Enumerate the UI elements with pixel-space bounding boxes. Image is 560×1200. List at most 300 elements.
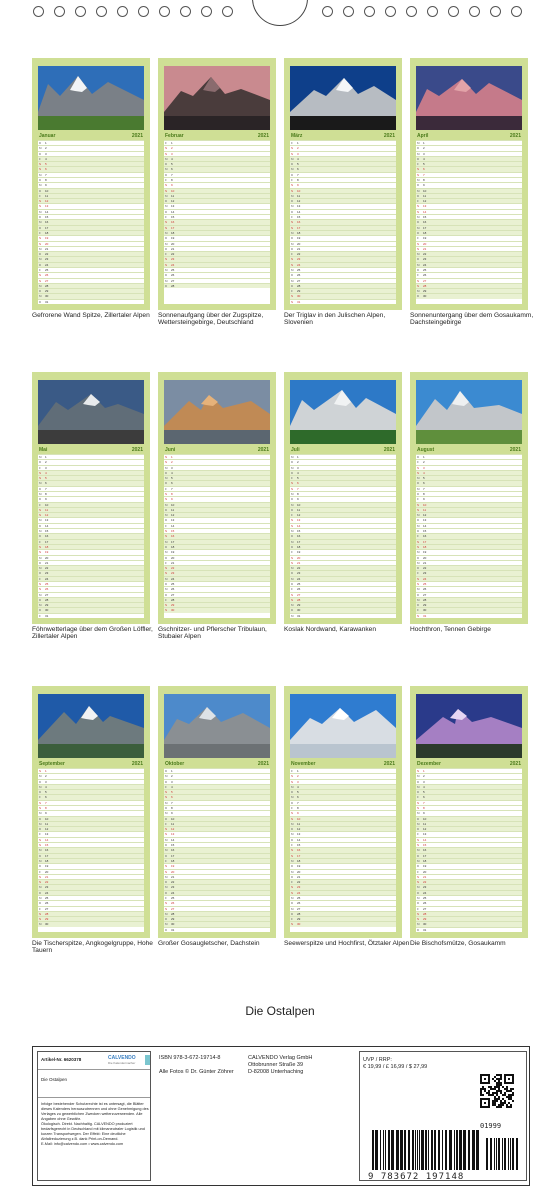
weekday-letter: S [165,455,168,459]
month-name: Juli [291,447,300,453]
day-number: 29 [423,289,427,294]
day-list [290,768,396,932]
weekday-letter: M [165,167,168,172]
day-number: 26 [297,901,301,906]
weekday-letter: M [417,523,420,528]
day-number: 1 [171,141,173,145]
day-number: 23 [45,257,49,262]
day-number: 24 [423,262,427,267]
day-number: 19 [423,236,427,241]
day-number: 20 [45,555,49,560]
weekday-letter: S [417,911,420,916]
weekday-letter: F [39,502,41,507]
publisher-city: D-82008 Unterhaching [248,1069,304,1075]
day-number: 20 [423,869,427,874]
weekday-letter: D [417,492,420,497]
weekday-letter: M [39,555,42,560]
day-number: 18 [423,858,427,863]
day-number: 3 [45,151,47,156]
month-header [416,760,522,768]
day-number: 27 [171,592,175,597]
weekday-letter: M [39,784,42,789]
weekday-letter: D [417,927,420,932]
weekday-letter: S [39,273,42,278]
day-number: 25 [45,267,49,272]
weekday-letter: D [417,481,420,486]
day-number: 31 [297,299,301,304]
weekday-letter: D [291,246,294,251]
day-number: 12 [423,513,427,518]
day-number: 17 [171,225,175,230]
weekday-letter: M [165,874,168,879]
weekday-letter: M [39,209,42,214]
month-photo [290,694,396,758]
day-row [38,299,144,304]
day-number: 30 [297,608,301,613]
weekday-letter: D [417,230,420,235]
day-number: 2 [171,146,173,151]
day-number: 17 [45,225,49,230]
day-number: 31 [423,927,427,932]
weekday-letter: D [165,917,168,922]
day-number: 7 [171,486,173,491]
legal-text [41,1102,149,1147]
weekday-letter: S [291,225,294,230]
month-photo [38,380,144,444]
weekday-letter: S [39,199,42,204]
day-number: 7 [297,800,299,805]
weekday-letter: S [291,299,294,304]
day-number: 4 [45,470,47,475]
day-number: 24 [45,262,49,267]
day-number: 13 [423,518,427,523]
day-number: 3 [45,779,47,784]
month-year: 2021 [257,133,269,139]
day-number: 27 [297,906,301,911]
day-number: 4 [171,156,173,161]
weekday-letter: S [165,497,168,502]
weekday-letter: M [417,486,420,491]
day-row [164,927,270,932]
day-number: 7 [423,486,425,491]
barcode-addon: 01999 [480,1122,502,1130]
month-header [164,132,270,140]
month-header [38,760,144,768]
weekday-letter: D [417,455,420,459]
weekday-letter: D [165,779,168,784]
day-number: 9 [423,497,425,502]
day-number: 26 [45,901,49,906]
day-number: 14 [297,523,301,528]
day-number: 6 [45,481,47,486]
binding-hole [490,6,501,17]
weekday-letter: D [417,555,420,560]
weekday-letter: F [417,497,419,502]
weekday-letter: F [165,784,167,789]
day-number: 5 [45,476,47,481]
weekday-letter: M [291,784,294,789]
day-number: 5 [171,476,173,481]
weekday-letter: D [165,544,168,549]
day-number: 13 [171,204,175,209]
binding-hole [511,6,522,17]
month-name: Dezember [417,761,441,767]
weekday-letter: D [417,220,420,225]
weekday-letter: D [165,236,168,241]
day-number: 19 [171,550,175,555]
day-number: 9 [171,811,173,816]
imprint-box [32,1046,530,1186]
weekday-letter: F [417,534,419,539]
day-number: 7 [45,800,47,805]
weekday-letter: F [165,178,167,183]
weekday-letter: S [291,811,294,816]
weekday-letter: D [165,927,168,932]
weekday-letter: D [165,581,168,586]
day-number: 4 [423,784,425,789]
weekday-letter: M [39,183,42,188]
day-number: 12 [297,513,301,518]
weekday-letter: D [291,162,294,167]
day-number: 24 [171,576,175,581]
day-number: 16 [297,220,301,225]
day-number: 12 [45,827,49,832]
day-number: 29 [45,917,49,922]
day-number: 6 [297,481,299,486]
weekday-letter: S [291,592,294,597]
weekday-letter: M [417,225,420,230]
publisher-logo: CALVENDO [108,1055,136,1061]
day-list [164,454,270,618]
day-number: 18 [297,858,301,863]
month-name: Februar [165,133,184,139]
day-number: 30 [297,294,301,299]
weekday-letter: S [417,167,420,172]
weekday-letter: F [165,141,167,145]
day-number: 2 [297,146,299,151]
day-number: 16 [423,848,427,853]
day-number: 8 [423,178,425,183]
day-number: 14 [297,209,301,214]
day-number: 2 [297,774,299,779]
day-number: 21 [45,874,49,879]
day-number: 8 [297,492,299,497]
day-number: 10 [297,502,301,507]
weekday-letter: F [39,576,41,581]
weekday-letter: F [39,465,41,470]
weekday-letter: S [39,167,42,172]
weekday-letter: S [39,581,42,586]
day-number: 8 [423,492,425,497]
weekday-letter: F [39,193,41,198]
weekday-letter: M [291,230,294,235]
day-number: 7 [45,172,47,177]
day-number: 26 [297,587,301,592]
weekday-letter: D [417,183,420,188]
weekday-letter: M [165,811,168,816]
weekday-letter: D [417,779,420,784]
day-number: 21 [423,246,427,251]
month-name: Juni [165,447,176,453]
month-header [290,132,396,140]
weekday-letter: F [39,869,41,874]
weekday-letter: D [165,592,168,597]
binding-hole [180,6,191,17]
weekday-letter: M [291,267,294,272]
day-number: 18 [171,544,175,549]
weekday-letter: M [417,774,420,779]
weekday-letter: D [39,790,42,795]
weekday-letter: S [291,257,294,262]
weekday-letter: M [417,262,420,267]
day-number: 25 [297,895,301,900]
day-list [290,140,396,304]
weekday-letter: F [417,906,419,911]
day-number: 11 [45,507,49,512]
day-number: 29 [171,603,175,608]
weekday-letter: M [39,774,42,779]
weekday-letter: S [39,278,42,283]
month-year: 2021 [257,761,269,767]
day-number: 6 [171,167,173,172]
day-number: 2 [171,774,173,779]
weekday-letter: F [291,880,293,885]
divider [38,1069,150,1070]
weekday-letter: D [39,299,42,304]
binding-hole [75,6,86,17]
weekday-letter: M [291,576,294,581]
day-number: 21 [45,560,49,565]
day-number: 17 [297,225,301,230]
day-number: 9 [171,497,173,502]
photo-caption: Der Triglav in den Julischen Alpen, Slovenien [284,312,386,327]
publisher-address [248,1055,312,1076]
day-number: 6 [45,795,47,800]
weekday-letter: D [165,199,168,204]
weekday-letter: S [417,278,420,283]
weekday-letter: F [39,230,41,235]
day-number: 15 [297,529,301,534]
weekday-letter: M [417,848,420,853]
day-number: 25 [171,267,175,272]
weekday-letter: F [291,769,293,773]
photo-caption: Sonnenaufgang über der Zugspitze, Wettersteingebirge, Deutschland [158,312,264,327]
weekday-letter: S [417,613,420,618]
weekday-letter: S [417,806,420,811]
weekday-letter: F [165,486,167,491]
day-number: 31 [45,613,49,618]
weekday-letter: M [165,848,168,853]
day-number: 3 [423,465,425,470]
day-number: 7 [171,800,173,805]
weekday-letter: S [165,864,168,869]
weekday-letter: M [417,289,420,294]
day-number: 5 [423,162,425,167]
day-number: 29 [45,289,49,294]
day-row [290,921,396,926]
photo-caption: Die Tischerspitze, Angkogelgruppe, Hohe Tauern [32,940,153,955]
weekday-letter: S [39,874,42,879]
weekday-letter: F [417,236,419,241]
day-number: 2 [423,774,425,779]
weekday-letter: M [417,151,420,156]
weekday-letter: S [39,162,42,167]
weekday-letter: D [417,146,420,151]
day-number: 6 [423,167,425,172]
binding-hole [138,6,149,17]
weekday-letter: D [417,267,420,272]
day-number: 10 [423,502,427,507]
day-number: 21 [45,246,49,251]
day-number: 22 [297,880,301,885]
weekday-letter: D [417,566,420,571]
day-number: 28 [423,597,427,602]
weekday-letter: M [39,492,42,497]
day-number: 1 [171,455,173,459]
day-number: 9 [423,183,425,188]
day-number: 16 [297,848,301,853]
weekday-letter: S [417,837,420,842]
day-number: 28 [171,283,175,288]
month-header [38,446,144,454]
price-info [363,1057,427,1071]
weekday-letter: M [39,858,42,863]
day-number: 31 [171,927,175,932]
day-number: 13 [171,832,175,837]
weekday-letter: S [417,246,420,251]
weekday-letter: F [291,917,293,922]
binding-hole [364,6,375,17]
publisher-name: CALVENDO Verlag GmbH [248,1055,313,1061]
day-number: 10 [171,816,175,821]
day-number: 4 [171,470,173,475]
month-year: 2021 [383,447,395,453]
weekday-letter: S [417,470,420,475]
weekday-letter: S [291,597,294,602]
weekday-letter: S [39,241,42,246]
month-name: Oktober [165,761,185,767]
weekday-letter: M [417,922,420,927]
photo-caption: Sonnenuntergang über dem Gosaukamm, Dachsteingebirge [410,312,534,327]
weekday-letter: M [417,513,420,518]
day-number: 18 [45,544,49,549]
day-number: 5 [423,476,425,481]
weekday-letter: F [165,560,167,565]
day-number: 22 [423,880,427,885]
weekday-letter: M [291,529,294,534]
binding-hole [322,6,333,17]
weekday-letter: S [291,262,294,267]
weekday-letter: M [291,455,294,459]
day-number: 25 [45,581,49,586]
day-number: 21 [171,560,175,565]
day-row [38,921,144,926]
day-number: 18 [423,230,427,235]
weekday-letter: F [291,252,293,257]
price-box [359,1051,527,1181]
weekday-letter: D [39,497,42,502]
weekday-letter: D [291,236,294,241]
weekday-letter: S [417,544,420,549]
day-number: 1 [297,769,299,773]
day-number: 7 [423,800,425,805]
day-number: 3 [423,779,425,784]
weekday-letter: M [291,193,294,198]
weekday-letter: S [417,576,420,581]
day-number: 30 [171,608,175,613]
day-number: 15 [423,215,427,220]
day-number: 25 [423,581,427,586]
weekday-letter: S [165,534,168,539]
weekday-letter: M [39,246,42,251]
weekday-letter: D [417,864,420,869]
day-number: 23 [171,885,175,890]
day-number: 2 [423,460,425,465]
day-number: 17 [171,539,175,544]
day-number: 10 [45,188,49,193]
weekday-letter: M [165,193,168,198]
weekday-letter: F [417,162,419,167]
weekday-letter: S [291,853,294,858]
publisher-logo-sub: Die Kalendermacher [108,1061,136,1065]
weekday-letter: D [165,769,168,773]
weekday-letter: S [39,513,42,518]
weekday-letter: S [291,518,294,523]
day-number: 29 [45,603,49,608]
weekday-letter: D [39,262,42,267]
weekday-letter: S [165,608,168,613]
day-number: 28 [45,911,49,916]
weekday-letter: S [165,183,168,188]
weekday-letter: S [165,188,168,193]
weekday-letter: S [291,146,294,151]
weekday-letter: D [291,864,294,869]
weekday-letter: S [165,790,168,795]
day-number: 1 [297,141,299,145]
day-number: 4 [423,156,425,161]
weekday-letter: S [291,890,294,895]
weekday-letter: S [417,283,420,288]
day-number: 23 [45,885,49,890]
weekday-letter: S [291,220,294,225]
weekday-letter: M [165,911,168,916]
day-number: 2 [423,146,425,151]
weekday-letter: M [165,502,168,507]
month-header [164,760,270,768]
weekday-letter: D [291,544,294,549]
month-year: 2021 [383,761,395,767]
weekday-letter: F [165,523,167,528]
weekday-letter: F [291,476,293,481]
weekday-letter: D [291,800,294,805]
day-number: 10 [297,816,301,821]
day-number: 18 [297,544,301,549]
day-number: 17 [45,853,49,858]
weekday-letter: S [417,241,420,246]
weekday-letter: D [39,188,42,193]
weekday-letter: D [39,225,42,230]
day-number: 3 [171,779,173,784]
weekday-letter: S [417,581,420,586]
barcode-number: 9 783672 197148 [368,1172,465,1182]
day-number: 31 [45,299,49,304]
photo-caption: Großer Gosaugletscher, Dachstein [158,940,260,947]
day-number: 18 [45,230,49,235]
day-number: 3 [297,465,299,470]
weekday-letter: M [291,465,294,470]
weekday-letter: M [165,267,168,272]
day-number: 22 [171,566,175,571]
